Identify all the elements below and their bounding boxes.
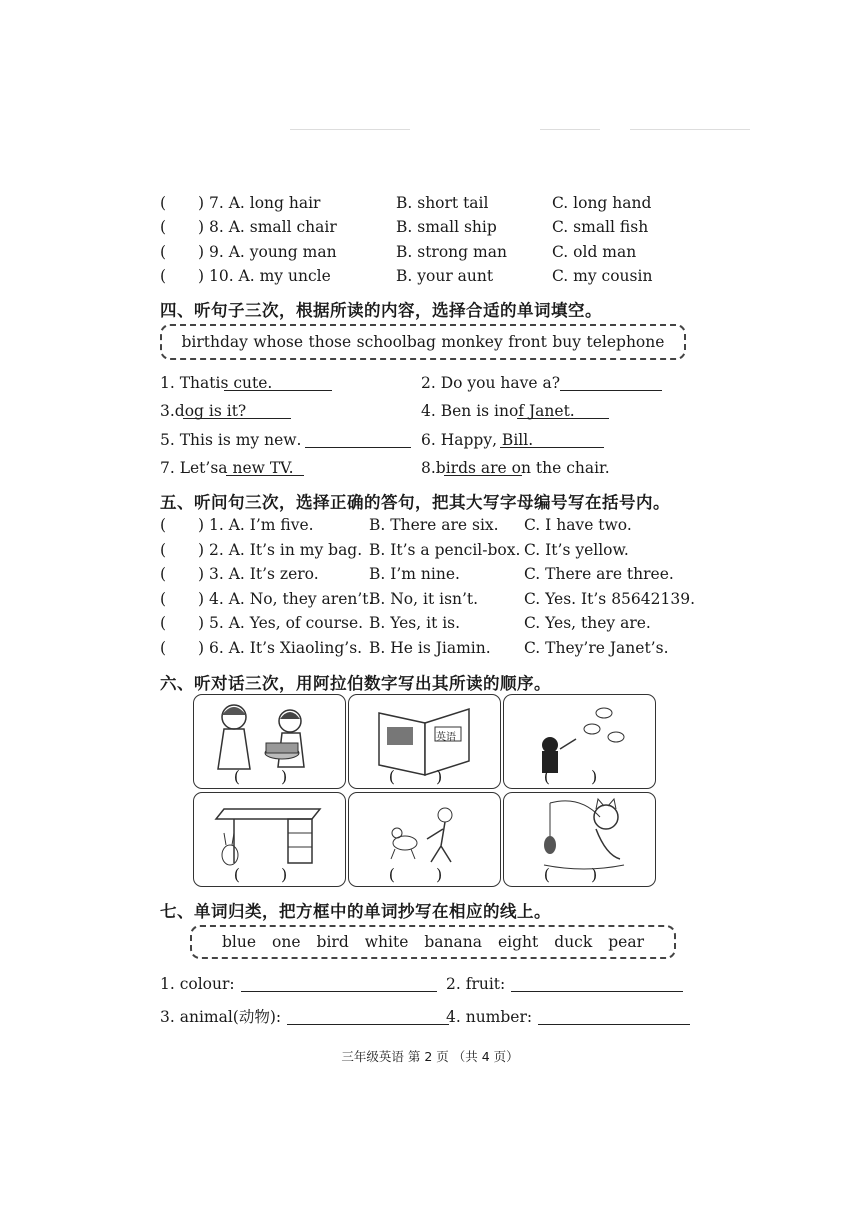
option-a: ) 9. A. young man <box>198 242 337 261</box>
part6-heading: 六、听对话三次，用阿拉伯数字写出其所读的顺序。 <box>160 674 551 693</box>
option-c: C. They’re Janet’s. <box>524 639 669 657</box>
word-option: pear <box>608 933 644 951</box>
fill-blank-item <box>421 457 610 479</box>
option-b: B. No, it isn’t. <box>369 589 479 608</box>
category-label: 2. fruit: <box>446 975 506 993</box>
item-text: 5. This is my new <box>160 430 297 449</box>
word-option: bird <box>316 933 349 951</box>
answer-paren[interactable]: ( <box>160 565 167 584</box>
category-label: 1. colour: <box>160 975 235 993</box>
option-a: ) 2. A. It’s in my bag. <box>198 540 363 559</box>
fill-blank-item <box>160 457 294 479</box>
option-b: B. Yes, it is. <box>369 614 461 633</box>
fill-blank-item <box>421 400 575 422</box>
item-text: 8. <box>421 458 436 477</box>
item-text: a new TV. <box>218 458 294 477</box>
answer-blank[interactable] <box>305 429 411 448</box>
answer-paren[interactable]: ( <box>160 194 167 212</box>
item-text: birds are on the chair. <box>435 458 610 477</box>
item-text: 3. <box>160 402 175 421</box>
option-b: B. It’s a pencil-box. <box>369 540 521 559</box>
answer-blank[interactable] <box>287 1006 449 1025</box>
item-text: 4. Ben is in <box>421 402 509 421</box>
answer-blank[interactable] <box>444 457 522 476</box>
answer-blank[interactable] <box>224 372 332 391</box>
answer-blank[interactable] <box>560 372 662 391</box>
option-c: C. Yes. It’s 85642139. <box>524 589 696 608</box>
item-text: 6. Happy <box>421 430 493 449</box>
fill-blank-item <box>421 429 533 451</box>
answer-paren[interactable]: ( <box>160 589 167 608</box>
word-option: telephone <box>586 333 665 351</box>
answer-blank[interactable] <box>183 400 291 419</box>
answer-paren[interactable]: ( <box>160 218 167 237</box>
fill-blank-item <box>160 429 301 451</box>
item-text: is cute. <box>215 374 273 392</box>
answer-paren[interactable]: ( <box>160 614 167 633</box>
option-a: ) 5. A. Yes, of course. <box>198 614 364 633</box>
category-item <box>446 1006 532 1028</box>
option-c: C. There are three. <box>524 565 674 584</box>
answer-paren-4[interactable]: ( ) <box>233 865 306 884</box>
option-a: ) 4. A. No, they aren’t. <box>198 589 374 608</box>
category-item <box>160 1006 281 1028</box>
answer-blank[interactable] <box>241 973 437 992</box>
part4-heading: 四、听句子三次，根据所读的内容，选择合适的单词填空。 <box>160 301 602 320</box>
category-item <box>160 973 235 995</box>
option-c: C. small fish <box>552 218 649 237</box>
word-option: buy <box>552 333 582 351</box>
option-c: C. long hand <box>552 194 652 212</box>
answer-paren-3[interactable]: ( ) <box>543 767 616 786</box>
option-c: C. It’s yellow. <box>524 540 629 559</box>
answer-paren-1[interactable]: ( ) <box>233 767 306 786</box>
part4-word-box <box>160 324 686 360</box>
fill-blank-item <box>160 400 246 422</box>
answer-paren[interactable]: ( <box>160 266 167 285</box>
item-text: dog is it? <box>174 402 247 421</box>
picture-card-4 <box>193 792 346 887</box>
option-b: B. There are six. <box>369 516 499 534</box>
picture-card-1 <box>193 694 346 789</box>
word-option: blue <box>222 933 257 951</box>
option-b: B. I’m nine. <box>369 565 460 584</box>
answer-paren-5[interactable]: ( ) <box>388 865 461 884</box>
option-a: ) 10. A. my uncle <box>198 266 331 285</box>
answer-blank[interactable] <box>226 457 304 476</box>
word-option: banana <box>424 933 482 951</box>
picture-card-3 <box>503 694 656 789</box>
answer-paren[interactable]: ( <box>160 639 167 657</box>
answer-paren-6[interactable]: ( ) <box>543 865 616 884</box>
item-text: 7. Let’s <box>160 458 219 477</box>
part7-heading: 七、单词归类，把方框中的单词抄写在相应的线上。 <box>160 902 551 921</box>
option-a: ) 1. A. I’m five. <box>198 516 314 534</box>
category-label: 3. animal(动物): <box>160 1008 282 1026</box>
category-item <box>446 973 505 995</box>
word-option: duck <box>554 933 593 951</box>
word-option: those <box>308 333 352 351</box>
page-footer: 三年级英语 第 2 页 （共 4 页） <box>341 1049 519 1064</box>
answer-blank[interactable] <box>517 400 609 419</box>
option-b: B. He is Jiamin. <box>369 639 491 657</box>
option-b: B. your aunt <box>396 266 494 285</box>
answer-blank[interactable] <box>500 429 604 448</box>
answer-paren[interactable]: ( <box>160 242 167 261</box>
word-option: whose <box>253 333 304 351</box>
option-a: ) 3. A. It’s zero. <box>198 565 319 584</box>
option-c: C. I have two. <box>524 516 632 534</box>
part7-word-box <box>190 925 676 959</box>
option-c: C. Yes, they are. <box>524 614 651 633</box>
word-option: front <box>508 333 547 351</box>
part5-heading: 五、听问句三次，选择正确的答句，把其大写字母编号写在括号内。 <box>160 493 670 512</box>
item-text: . <box>296 430 302 449</box>
item-text: of Janet. <box>508 402 575 421</box>
option-b: B. small ship <box>396 218 497 237</box>
item-text: ? <box>551 374 561 392</box>
option-b: B. short tail <box>396 194 489 212</box>
word-option: white <box>364 933 409 951</box>
fill-blank-item <box>160 372 272 394</box>
option-a: ) 8. A. small chair <box>198 218 337 237</box>
item-text: 1. That <box>160 374 216 392</box>
option-b: B. strong man <box>396 242 507 261</box>
answer-paren-2[interactable]: ( ) <box>388 767 461 786</box>
answer-paren[interactable]: ( <box>160 516 167 534</box>
option-a: ) 6. A. It’s Xiaoling’s. <box>198 639 363 657</box>
answer-blank[interactable] <box>511 973 683 992</box>
word-option: monkey <box>441 333 503 351</box>
fill-blank-item <box>421 372 560 394</box>
word-option: eight <box>498 933 539 951</box>
category-label: 4. number: <box>446 1008 533 1026</box>
word-option: birthday <box>181 333 248 351</box>
item-text: , Bill. <box>492 430 534 449</box>
word-option: one <box>272 933 301 951</box>
option-c: C. old man <box>552 242 637 261</box>
word-option: schoolbag <box>356 333 436 351</box>
picture-card-2 <box>348 694 501 789</box>
option-a: ) 7. A. long hair <box>198 194 321 212</box>
answer-blank[interactable] <box>538 1006 690 1025</box>
item-text: 2. Do you have a <box>421 374 552 392</box>
picture-card-5 <box>348 792 501 887</box>
answer-paren[interactable]: ( <box>160 540 167 559</box>
book-label: 英语 <box>436 732 456 743</box>
picture-card-6 <box>503 792 656 887</box>
option-c: C. my cousin <box>552 266 653 285</box>
